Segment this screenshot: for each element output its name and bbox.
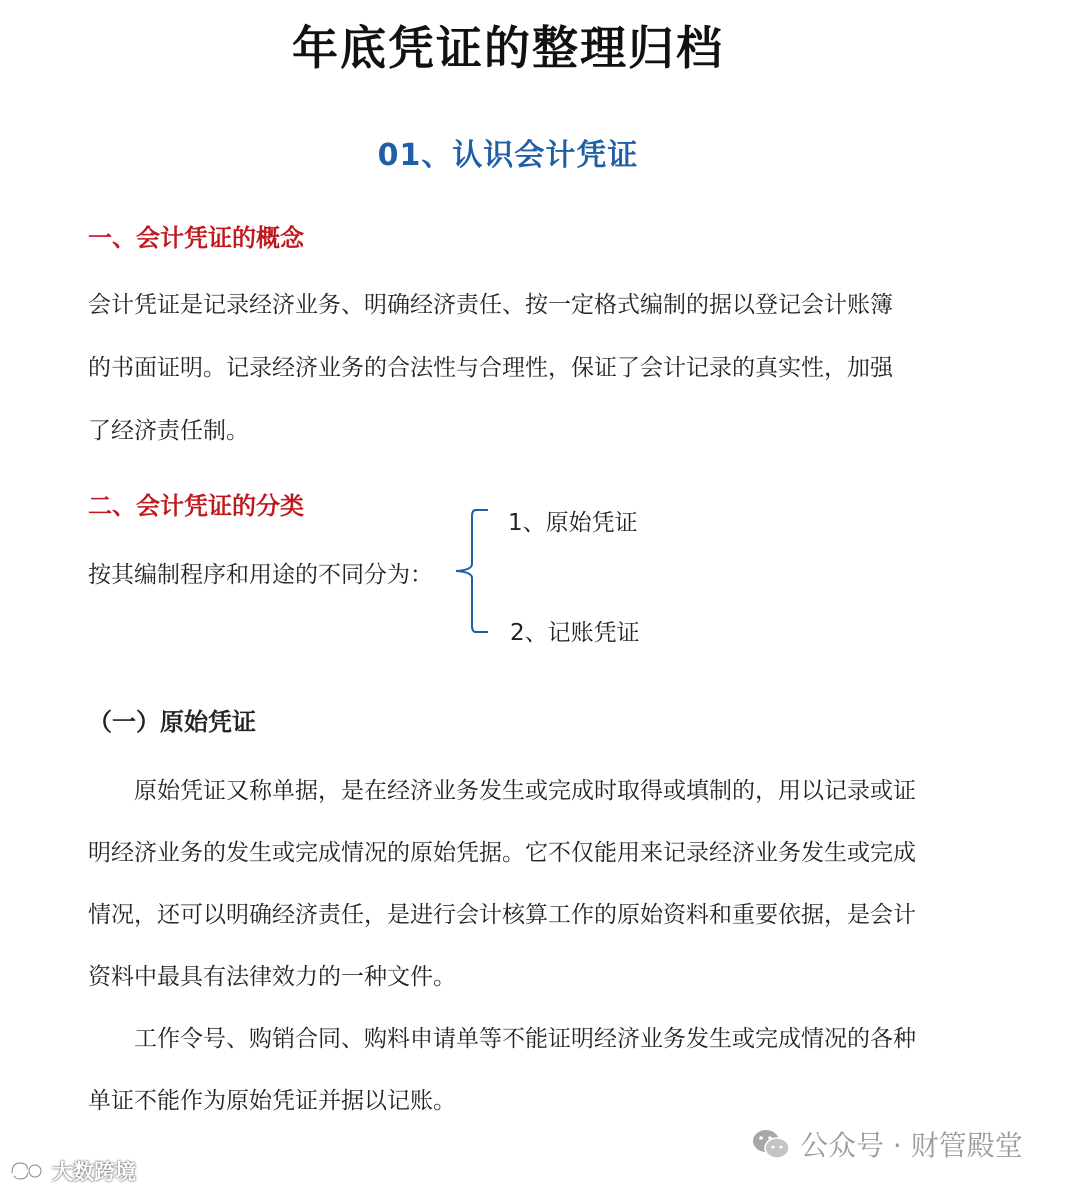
brace-icon (450, 506, 494, 636)
original-voucher-text (88, 760, 933, 1132)
classification-item-original: 1、原始凭证 (508, 510, 638, 536)
original-paragraph-1: 原始凭证又称单据，是在经济业务发生或完成时取得或填制的，用以记录或证明经济业务的发生或完成情况的原始凭据。它不仅能用来记录经济业务发生或完成情况，还可以明确经济责任，是进行会计核算工作的原始资料和重要依据，是会计资料中最具有法律效力的一种文件。 (88, 778, 916, 990)
wechat-watermark (752, 1124, 1023, 1164)
original-paragraph-2: 工作令号、购销合同、购料申请单等不能证明经济业务发生或完成情况的各种单证不能作为原始凭证并据以记账。 (88, 1026, 916, 1114)
original-voucher-heading: （一）原始凭证 (88, 708, 256, 736)
platform-logo-icon (8, 1159, 48, 1183)
classification-item-bookkeeping: 2、记账凭证 (510, 620, 640, 646)
section-title: 01、认识会计凭证 (377, 138, 639, 173)
wechat-icon (752, 1128, 790, 1160)
concept-heading: 一、会计凭证的概念 (88, 224, 304, 252)
platform-name: 大数跨境 (52, 1160, 136, 1184)
classification-heading: 二、会计凭证的分类 (88, 492, 304, 520)
platform-watermark (8, 1156, 136, 1186)
concept-line-3: 了经济责任制。 (88, 418, 249, 444)
concept-line-2: 的书面证明。记录经济业务的合法性与合理性，保证了会计记录的真实性，加强 (88, 355, 893, 381)
concept-line-1: 会计凭证是记录经济业务、明确经济责任、按一定格式编制的据以登记会计账簿 (88, 292, 893, 318)
page-title: 年底凭证的整理归档 (292, 21, 724, 75)
wechat-account-label: 公众号 · 财管殿堂 (800, 1129, 1023, 1162)
classification-lead: 按其编制程序和用途的不同分为： (88, 562, 433, 588)
